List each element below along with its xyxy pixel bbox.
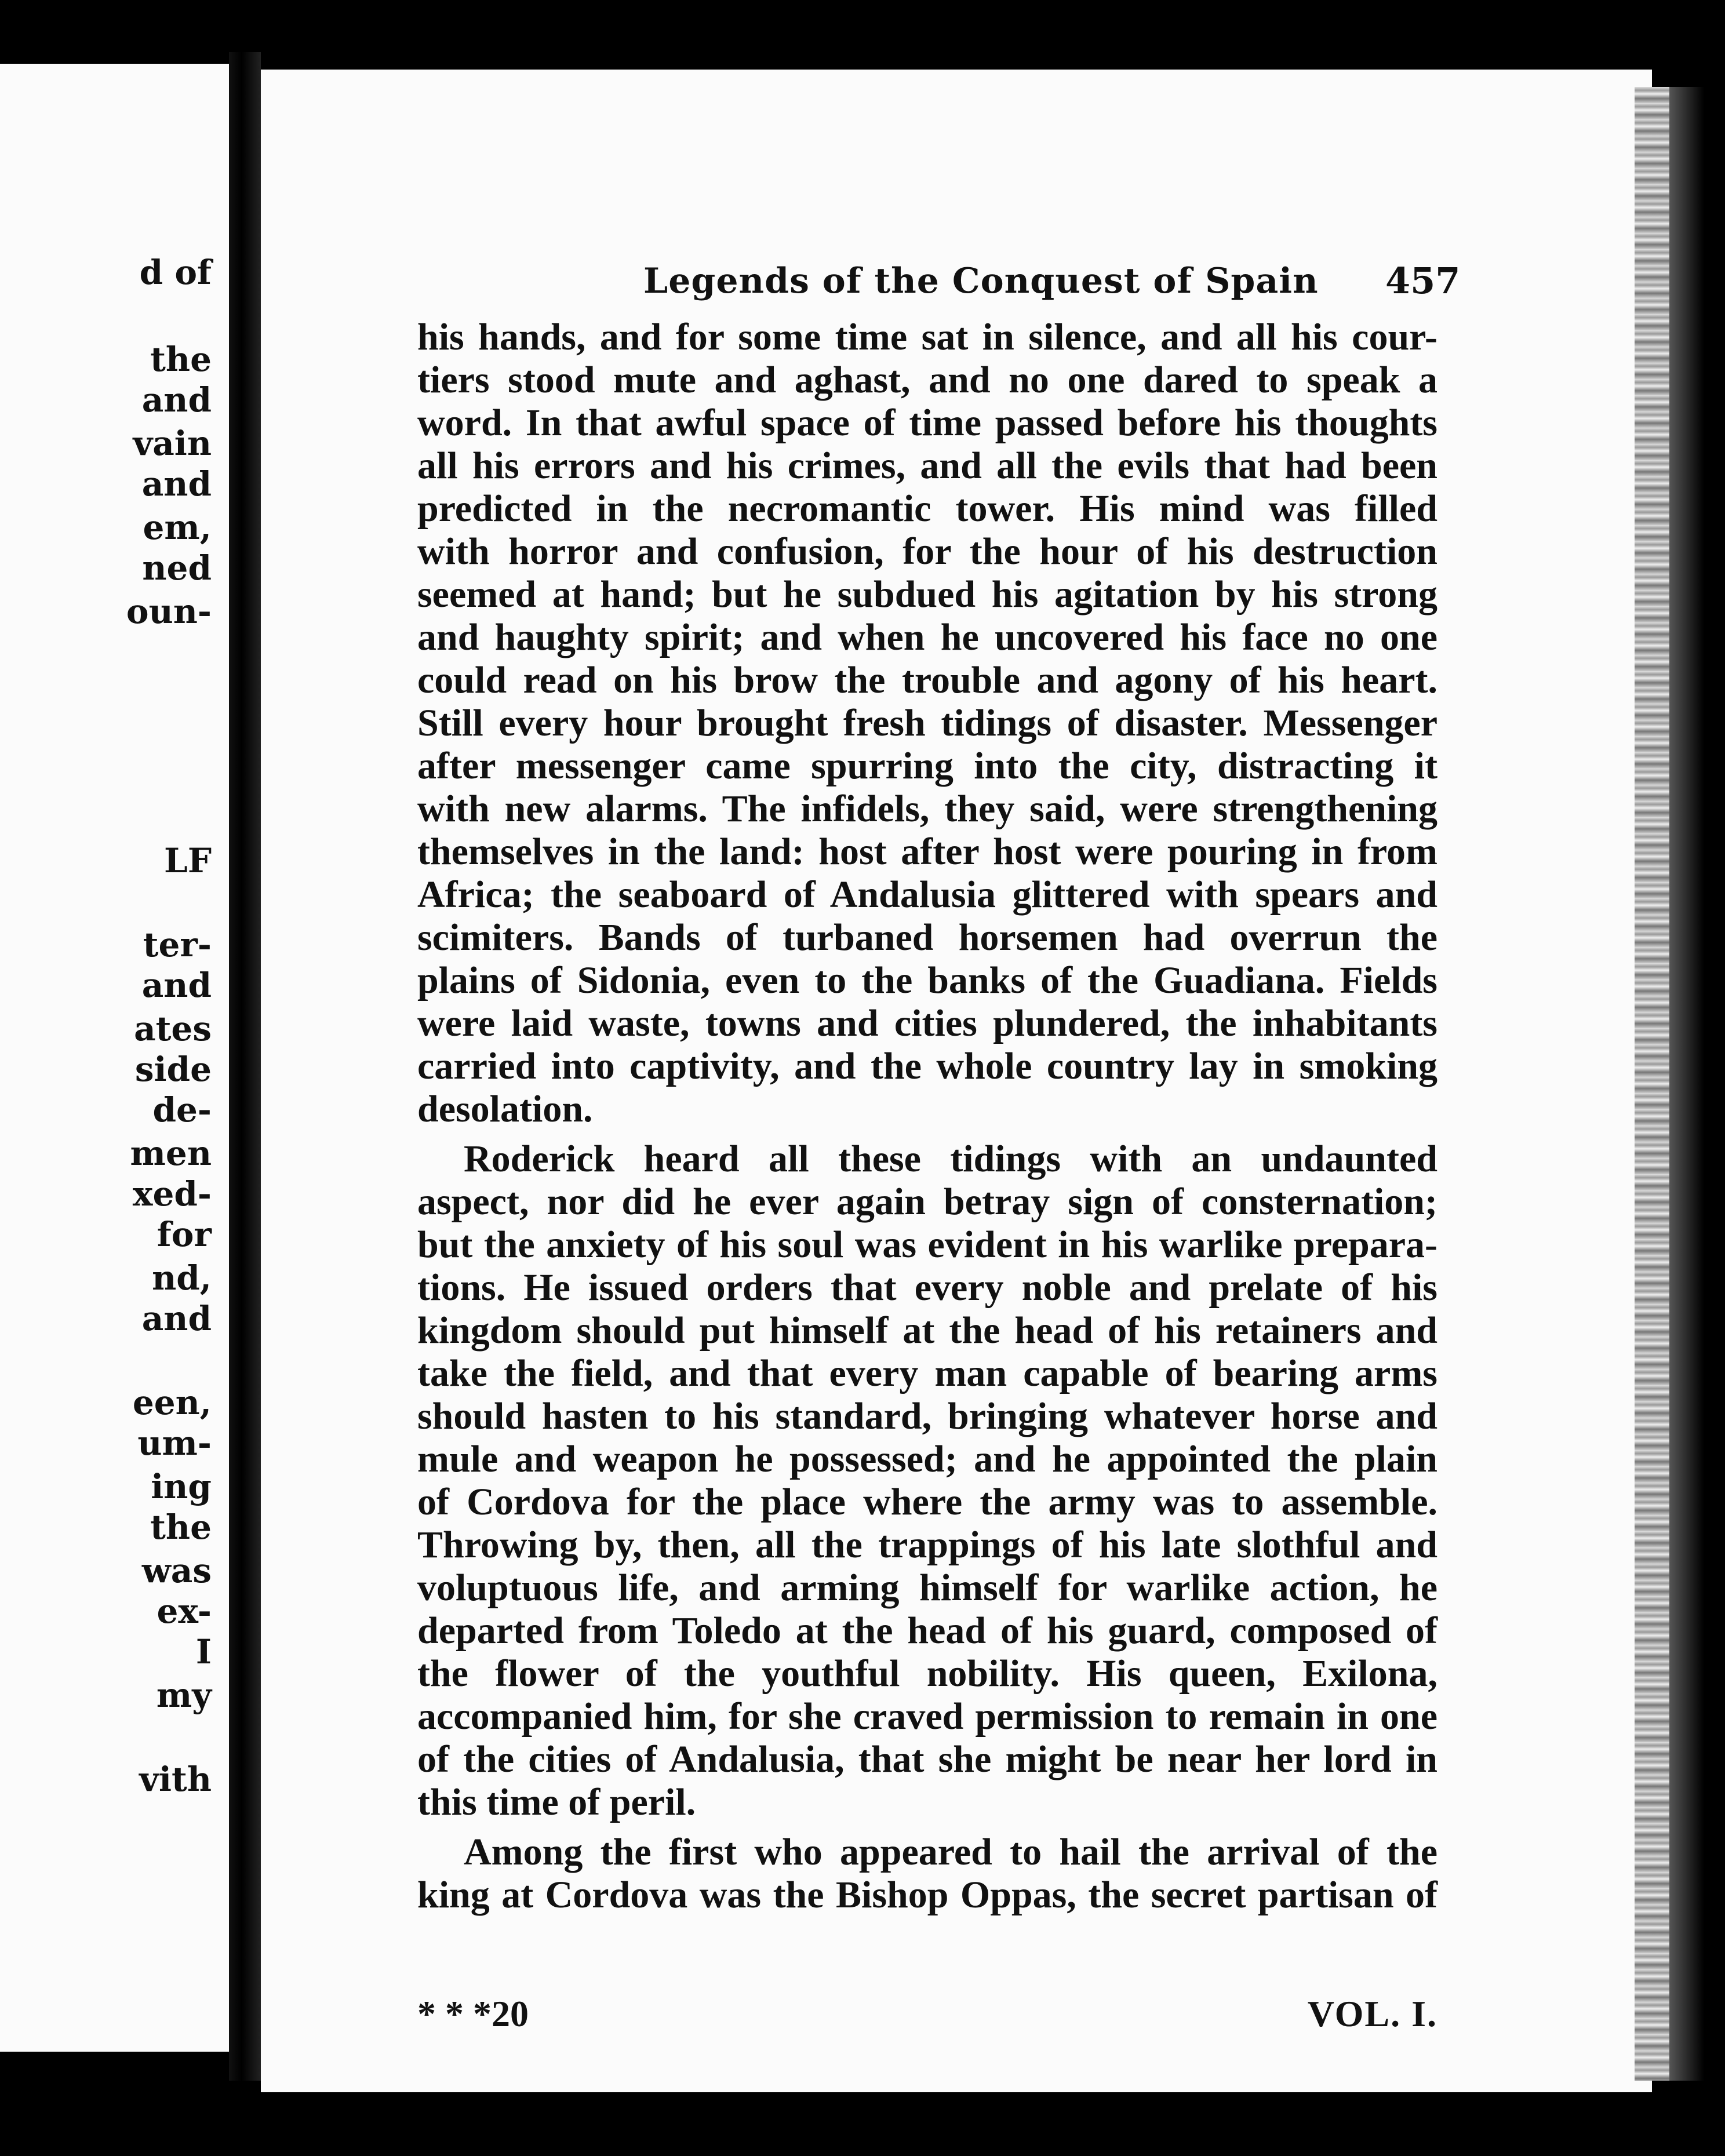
right-page bbox=[261, 70, 1652, 2092]
left-page-fragment: and bbox=[141, 464, 212, 504]
text-line: carried into captivity, and the whole country lay in smoking bbox=[417, 1045, 1438, 1087]
text-line: desolation. bbox=[417, 1088, 593, 1130]
body-text bbox=[417, 316, 1438, 1917]
text-line: Africa; the seaboard of Andalusia glittered with spears and bbox=[417, 873, 1438, 916]
left-page-fragment: een, bbox=[132, 1383, 212, 1422]
left-page-fragment: for bbox=[157, 1215, 212, 1254]
text-line: of Cordova for the place where the army was to assemble. bbox=[417, 1481, 1438, 1523]
left-page-fragment: ates bbox=[134, 1009, 212, 1048]
left-page-fragment: xed- bbox=[132, 1174, 212, 1214]
left-page-fragment: nd, bbox=[152, 1258, 212, 1298]
text-line: themselves in the land: host after host were pouring in from bbox=[417, 831, 1438, 873]
text-line: should hasten to his standard, bringing whatever horse and bbox=[417, 1395, 1438, 1437]
left-page-fragment: men bbox=[130, 1134, 212, 1173]
left-page-fragment: the bbox=[150, 1507, 212, 1547]
text-line: and haughty spirit; and when he uncovered his face no one bbox=[417, 616, 1438, 658]
left-page-fragment: side bbox=[134, 1050, 212, 1089]
text-line: this time of peril. bbox=[417, 1781, 696, 1823]
text-line: seemed at hand; but he subdued his agitation by his strong bbox=[417, 573, 1438, 616]
text-line: Throwing by, then, all the trappings of his late slothful and bbox=[417, 1524, 1438, 1566]
text-line: could read on his brow the trouble and agony of his heart. bbox=[417, 659, 1438, 701]
left-page-fragment: oun- bbox=[126, 592, 212, 631]
text-line: with horror and confusion, for the hour of his destruction bbox=[417, 530, 1438, 573]
text-line: Among the first who appeared to hail the arrival of the bbox=[464, 1831, 1438, 1873]
running-head bbox=[261, 255, 1652, 307]
book-gutter bbox=[229, 52, 261, 2081]
left-page bbox=[0, 64, 229, 2052]
left-page-fragment: em, bbox=[143, 508, 212, 547]
text-line: mule and weapon he possessed; and he appointed the plain bbox=[417, 1438, 1438, 1480]
text-line: kingdom should put himself at the head of his retainers and bbox=[417, 1309, 1438, 1352]
text-line: departed from Toledo at the head of his guard, composed of bbox=[417, 1609, 1438, 1652]
left-page-fragment: um- bbox=[137, 1423, 212, 1463]
text-line: word. In that awful space of time passed before his thoughts bbox=[417, 402, 1438, 444]
left-page-fragment: I bbox=[195, 1632, 212, 1671]
text-line: of the cities of Andalusia, that she might be near her lord in bbox=[417, 1738, 1438, 1780]
text-line: Still every hour brought fresh tidings of disaster. Messenger bbox=[417, 702, 1438, 744]
paragraph bbox=[417, 1138, 1438, 1824]
text-line: tions. He issued orders that every noble and prelate of his bbox=[417, 1266, 1438, 1309]
left-page-fragment: vain bbox=[133, 424, 212, 463]
text-line: accompanied him, for she craved permission to remain in one bbox=[417, 1695, 1438, 1738]
paragraph bbox=[417, 316, 1438, 1131]
text-line: after messenger came spurring into the city, distracting it bbox=[417, 745, 1438, 787]
text-line: plains of Sidonia, even to the banks of the Guadiana. Fields bbox=[417, 959, 1438, 1001]
left-page-fragment: the bbox=[150, 340, 212, 379]
text-line: predicted in the necromantic tower. His mind was filled bbox=[417, 487, 1438, 530]
text-line: king at Cordova was the Bishop Oppas, the secret partisan of bbox=[417, 1874, 1438, 1916]
page-number: 457 bbox=[1385, 260, 1461, 302]
left-page-fragment: d of bbox=[139, 253, 212, 292]
left-page-fragment: and bbox=[141, 1299, 212, 1338]
text-line: all his errors and his crimes, and all the evils that had been bbox=[417, 445, 1438, 487]
paragraph bbox=[417, 1831, 1438, 1917]
left-page-fragment: ex- bbox=[157, 1591, 212, 1631]
left-page-fragment: ter- bbox=[143, 925, 212, 964]
signature-mark: * * *20 bbox=[417, 1993, 529, 2034]
text-line: voluptuous life, and arming himself for warlike action, he bbox=[417, 1567, 1438, 1609]
running-title: Legends of the Conquest of Spain bbox=[643, 261, 1319, 301]
page-footer bbox=[417, 1991, 1438, 2037]
text-line: tiers stood mute and aghast, and no one dared to speak a bbox=[417, 359, 1438, 401]
left-page-fragment: ned bbox=[142, 548, 212, 588]
left-page-fragment: de- bbox=[152, 1090, 212, 1130]
left-page-fragment: and bbox=[141, 380, 212, 420]
text-line: but the anxiety of his soul was evident in his warlike prepara- bbox=[417, 1223, 1438, 1266]
volume-label: VOL. I. bbox=[1307, 1993, 1438, 2034]
left-page-text-fragments bbox=[0, 64, 229, 2052]
left-page-fragment: and bbox=[141, 966, 212, 1005]
left-page-fragment: vith bbox=[139, 1760, 212, 1799]
page-edges bbox=[1635, 87, 1669, 2081]
text-line: scimiters. Bands of turbaned horsemen had overrun the bbox=[417, 916, 1438, 959]
text-line: take the field, and that every man capable of bearing arms bbox=[417, 1352, 1438, 1394]
left-page-fragment: LF bbox=[164, 841, 212, 880]
text-line: were laid waste, towns and cities plundered, the inhabitants bbox=[417, 1002, 1438, 1044]
text-line: aspect, nor did he ever again betray sign of consternation; bbox=[417, 1181, 1438, 1223]
left-page-fragment: ing bbox=[151, 1467, 212, 1506]
left-page-fragment: was bbox=[141, 1551, 212, 1590]
text-line: with new alarms. The infidels, they said, were strengthening bbox=[417, 788, 1438, 830]
book-edge-shadow bbox=[1669, 87, 1704, 2081]
text-line: the flower of the youthful nobility. His queen, Exilona, bbox=[417, 1652, 1438, 1695]
text-line: Roderick heard all these tidings with an undaunted bbox=[464, 1138, 1438, 1180]
left-page-fragment: my bbox=[156, 1676, 212, 1715]
text-line: his hands, and for some time sat in silence, and all his cour- bbox=[417, 316, 1438, 358]
